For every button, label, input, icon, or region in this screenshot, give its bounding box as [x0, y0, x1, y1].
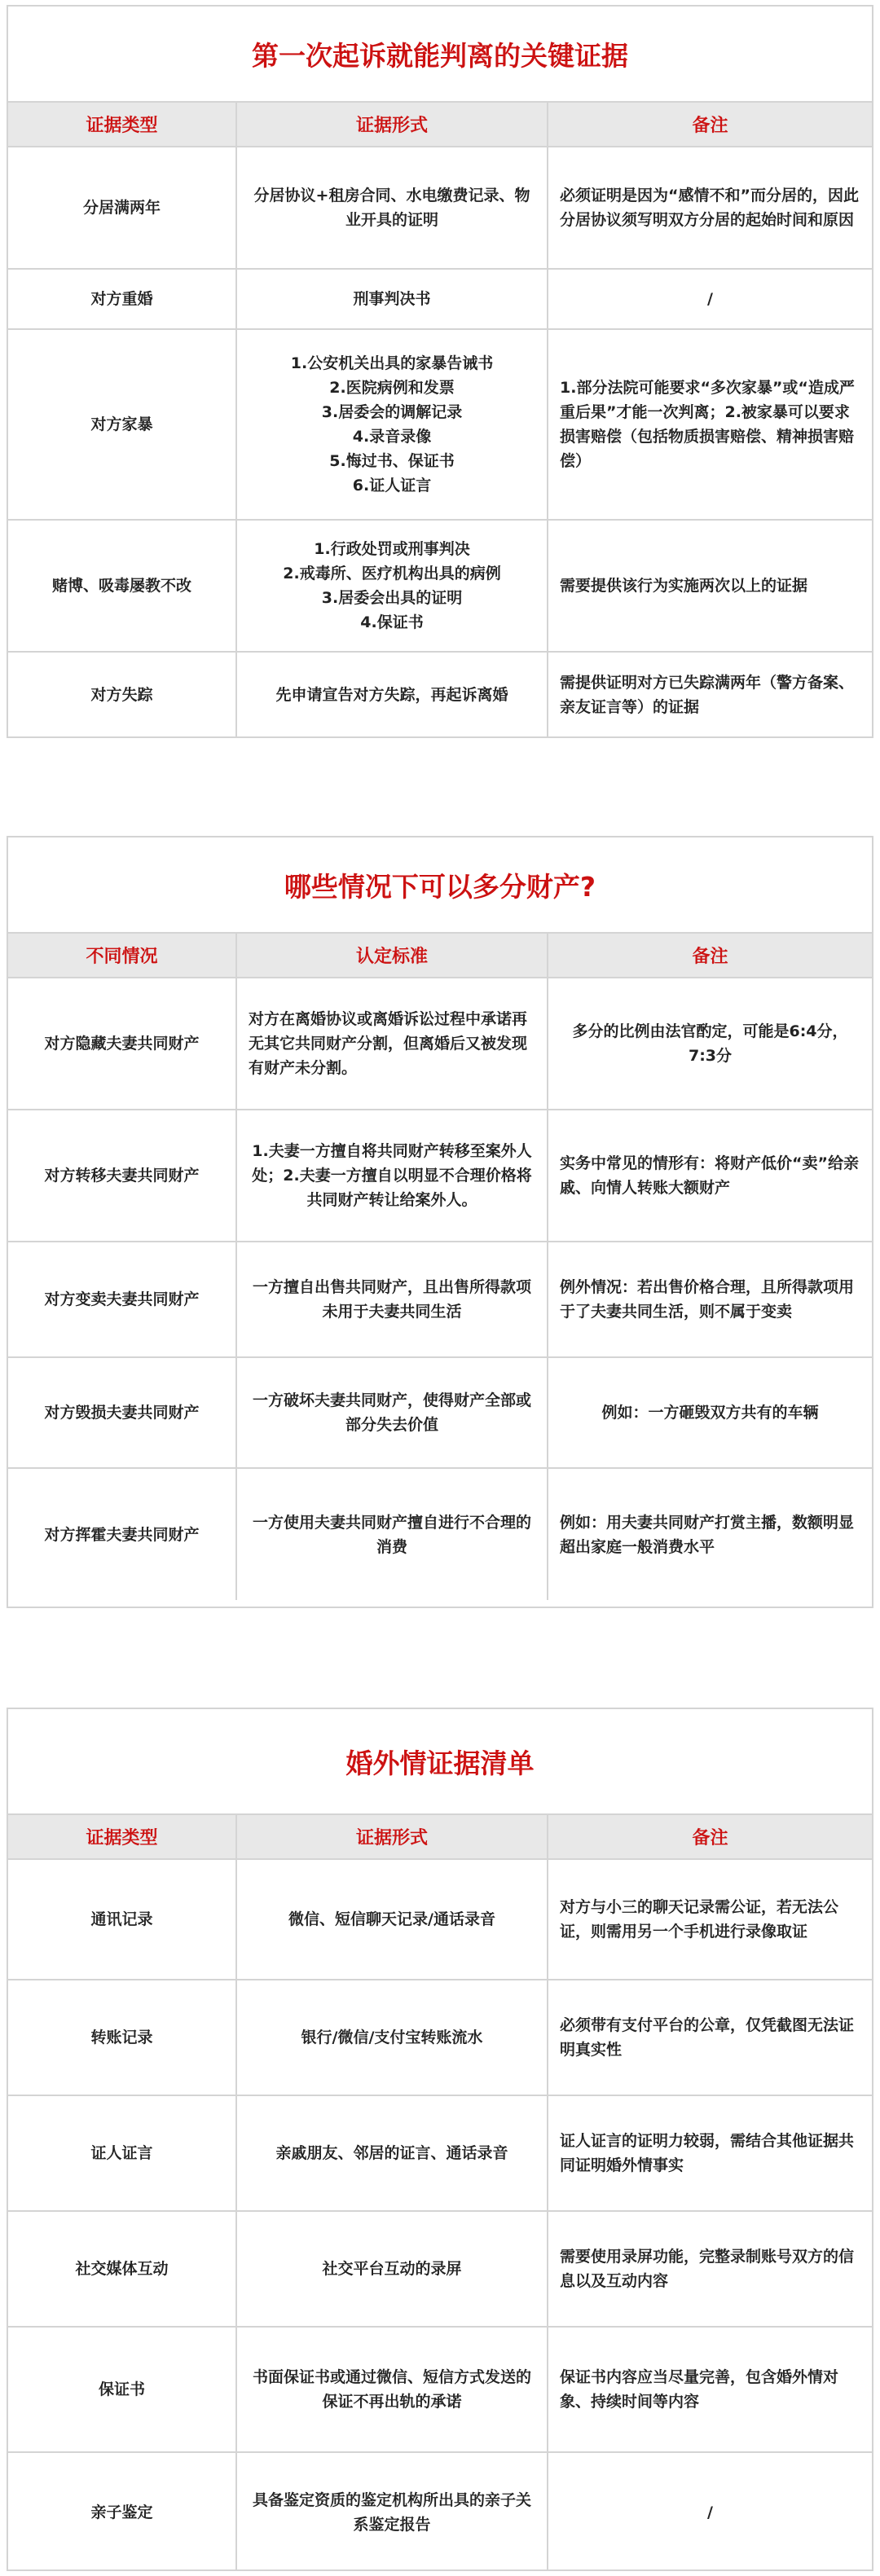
affair-table [8, 1815, 872, 2571]
remark: 例如：一方砸毁双方共有的车辆 [548, 1357, 872, 1468]
table-row [8, 329, 872, 520]
list-item: 4.录音录像 [352, 428, 432, 446]
column-header: 证据形式 [236, 1815, 548, 1859]
evidence-form-list [236, 520, 548, 652]
evidence-type: 社交媒体互动 [8, 2211, 236, 2327]
table-row [8, 1242, 872, 1357]
situation-type: 对方隐藏夫妻共同财产 [8, 978, 236, 1110]
extra-property-card [7, 836, 873, 1608]
section-title: 哪些情况下可以多分财产? [8, 837, 872, 934]
evidence-type: 保证书 [8, 2327, 236, 2452]
list-item: 6.证人证言 [352, 477, 432, 495]
evidence-type: 通讯记录 [8, 1859, 236, 1980]
column-header: 证据形式 [236, 103, 548, 147]
criteria: 对方在离婚协议或离婚诉讼过程中承诺再无其它共同财产分割，但离婚后又被发现有财产未分割。 [236, 978, 548, 1110]
evidence-form: 具备鉴定资质的鉴定机构所出具的亲子关系鉴定报告 [236, 2452, 548, 2571]
criteria: 一方使用夫妻共同财产擅自进行不合理的消费 [236, 1468, 548, 1600]
column-header: 不同情况 [8, 934, 236, 978]
list-item: 5.悔过书、保证书 [329, 452, 455, 470]
evidence-note: / [548, 2452, 872, 2571]
affair-evidence-card [7, 1708, 873, 2571]
evidence-form: 微信、短信聊天记录/通话录音 [236, 1859, 548, 1980]
table-row [8, 2095, 872, 2211]
criteria: 一方擅自出售共同财产，且出售所得款项未用于夫妻共同生活 [236, 1242, 548, 1357]
table-row [8, 2327, 872, 2452]
table-row [8, 1980, 872, 2095]
evidence-form: 先申请宣告对方失踪，再起诉离婚 [236, 652, 548, 736]
table-row [8, 1357, 872, 1468]
evidence-type: 证人证言 [8, 2095, 236, 2211]
table-row [8, 652, 872, 736]
evidence-type: 对方失踪 [8, 652, 236, 736]
section-title: 婚外情证据清单 [8, 1709, 872, 1815]
list-item: 1.行政处罚或刑事判决 [314, 540, 470, 558]
column-header: 证据类型 [8, 103, 236, 147]
evidence-divorce-card [7, 5, 873, 738]
table-row [8, 2211, 872, 2327]
table-row [8, 978, 872, 1110]
situation-type: 对方挥霍夫妻共同财产 [8, 1468, 236, 1600]
evidence-note: 必须证明是因为“感情不和”而分居的，因此分居协议须写明双方分居的起始时间和原因 [548, 147, 872, 269]
evidence-type: 亲子鉴定 [8, 2452, 236, 2571]
list-item: 4.保证书 [360, 613, 424, 631]
evidence-form: 分居协议+租房合同、水电缴费记录、物业开具的证明 [236, 147, 548, 269]
remark: 多分的比例由法官酌定，可能是6:4分，7:3分 [548, 978, 872, 1110]
evidence-note: 证人证言的证明力较弱，需结合其他证据共同证明婚外情事实 [548, 2095, 872, 2211]
table-header-row [8, 1815, 872, 1859]
evidence-form: 书面保证书或通过微信、短信方式发送的保证不再出轨的承诺 [236, 2327, 548, 2452]
column-header: 备注 [548, 1815, 872, 1859]
evidence-form-list [236, 329, 548, 520]
evidence-table [8, 103, 872, 736]
table-row [8, 1468, 872, 1600]
evidence-note: 1.部分法院可能要求“多次家暴”或“造成严重后果”才能一次判离；2.被家暴可以要求损害赔偿（包括物质损害赔偿、精神损害赔偿） [548, 329, 872, 520]
criteria: 1.夫妻一方擅自将共同财产转移至案外人处；2.夫妻一方擅自以明显不合理价格将共同财产转让给案外人。 [236, 1110, 548, 1242]
evidence-type: 对方重婚 [8, 269, 236, 329]
evidence-form: 刑事判决书 [236, 269, 548, 329]
evidence-type: 对方家暴 [8, 329, 236, 520]
table-header-row [8, 103, 872, 147]
column-header: 备注 [548, 934, 872, 978]
evidence-form: 亲戚朋友、邻居的证言、通话录音 [236, 2095, 548, 2211]
table-row [8, 2452, 872, 2571]
table-row [8, 1859, 872, 1980]
property-table [8, 934, 872, 1600]
evidence-type: 分居满两年 [8, 147, 236, 269]
evidence-note: 对方与小三的聊天记录需公证，若无法公证，则需用另一个手机进行录像取证 [548, 1859, 872, 1980]
criteria: 一方破坏夫妻共同财产，使得财产全部或部分失去价值 [236, 1357, 548, 1468]
remark: 例外情况：若出售价格合理，且所得款项用于了夫妻共同生活，则不属于变卖 [548, 1242, 872, 1357]
remark: 实务中常见的情形有：将财产低价“卖”给亲戚、向情人转账大额财产 [548, 1110, 872, 1242]
evidence-note: / [548, 269, 872, 329]
table-row [8, 269, 872, 329]
table-row [8, 520, 872, 652]
situation-type: 对方毁损夫妻共同财产 [8, 1357, 236, 1468]
column-header: 备注 [548, 103, 872, 147]
table-row [8, 147, 872, 269]
evidence-note: 需要提供该行为实施两次以上的证据 [548, 520, 872, 652]
column-header: 认定标准 [236, 934, 548, 978]
evidence-note: 必须带有支付平台的公章，仅凭截图无法证明真实性 [548, 1980, 872, 2095]
remark: 例如：用夫妻共同财产打赏主播，数额明显超出家庭一般消费水平 [548, 1468, 872, 1600]
list-item: 2.医院病例和发票 [329, 379, 455, 397]
list-item: 2.戒毒所、医疗机构出具的病例 [283, 565, 501, 582]
table-header-row [8, 934, 872, 978]
section-title: 第一次起诉就能判离的关键证据 [8, 7, 872, 103]
evidence-note: 需提供证明对方已失踪满两年（警方备案、亲友证言等）的证据 [548, 652, 872, 736]
situation-type: 对方转移夫妻共同财产 [8, 1110, 236, 1242]
list-item: 3.居委会出具的证明 [321, 589, 463, 607]
evidence-form: 社交平台互动的录屏 [236, 2211, 548, 2327]
column-header: 证据类型 [8, 1815, 236, 1859]
evidence-type: 转账记录 [8, 1980, 236, 2095]
list-item: 3.居委会的调解记录 [321, 403, 463, 421]
evidence-note: 保证书内容应当尽量完善，包含婚外情对象、持续时间等内容 [548, 2327, 872, 2452]
list-item: 1.公安机关出具的家暴告诫书 [290, 354, 494, 372]
evidence-type: 赌博、吸毒屡教不改 [8, 520, 236, 652]
table-row [8, 1110, 872, 1242]
situation-type: 对方变卖夫妻共同财产 [8, 1242, 236, 1357]
evidence-form: 银行/微信/支付宝转账流水 [236, 1980, 548, 2095]
evidence-note: 需要使用录屏功能，完整录制账号双方的信息以及互动内容 [548, 2211, 872, 2327]
